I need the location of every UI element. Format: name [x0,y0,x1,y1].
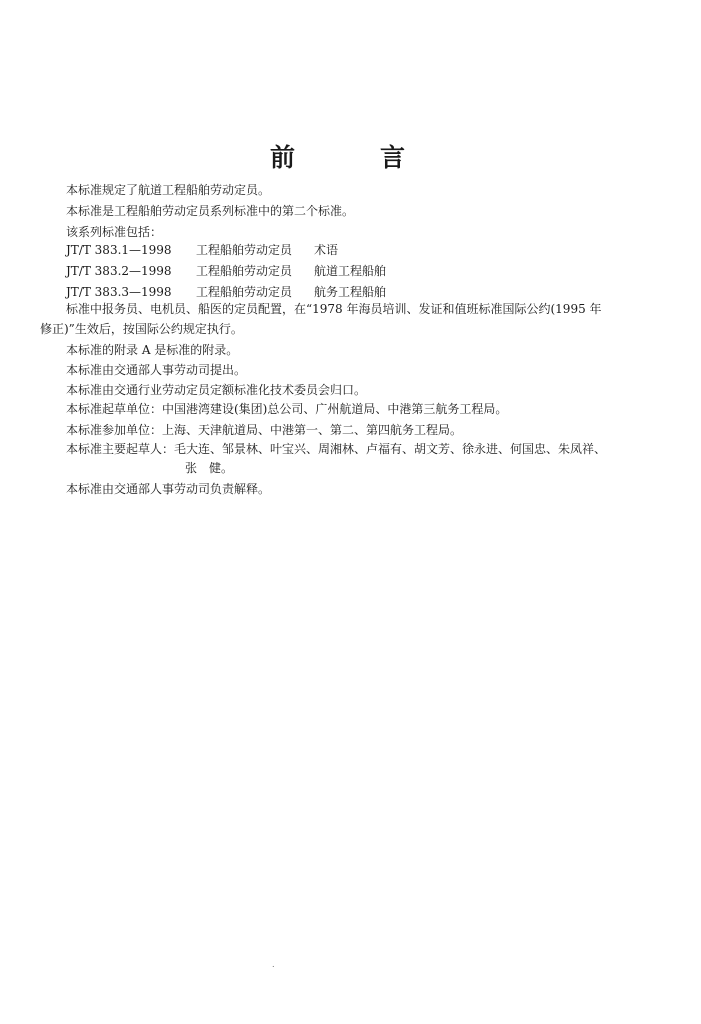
paragraph-drafting-units: 本标准起草单位：中国港湾建设(集团)总公司、广州航道局、中港第三航务工程局。 [66,402,508,416]
standard-name: 工程船舶劳动定员 [196,243,293,257]
standard-list-item [66,264,386,278]
standard-part: 航务工程船舶 [314,285,387,299]
paragraph-appendix: 本标准的附录 A 是标准的附录。 [66,343,239,357]
standard-code: JT/T 383.2—1998 [66,264,172,278]
standard-name: 工程船舶劳动定员 [196,264,293,278]
standard-code: JT/T 383.3—1998 [66,285,172,299]
standard-name: 工程船舶劳动定员 [196,285,293,299]
paragraph-staffing-note-line1: 标准中报务员、电机员、船医的定员配置，在“1978 年海员培训、发证和值班标准国际公约(1995 年 [66,302,602,316]
title-char-left: 前 [270,143,297,172]
paragraph-administered-by: 本标准由交通行业劳动定员定额标准化技术委员会归口。 [66,383,367,397]
paragraph-drafters-line1: 本标准主要起草人：毛大连、邹景林、叶宝兴、周湘林、卢福有、胡文芳、徐永进、何国忠、朱凤祥、 [66,442,607,456]
standard-list-item [66,243,338,257]
paragraph-scope: 本标准规定了航道工程船舶劳动定员。 [66,183,271,197]
paragraph-drafters-line2: 张 健。 [185,461,234,475]
paragraph-interpretation: 本标准由交通部人事劳动司负责解释。 [66,482,271,496]
title-char-right: 言 [380,143,407,172]
page-mark: . [272,960,275,969]
paragraph-staffing-note-line2: 修正)”生效后，按国际公约规定执行。 [40,322,243,336]
standard-part: 航道工程船舶 [314,264,387,278]
paragraph-participating-units: 本标准参加单位：上海、天津航道局、中港第一、第二、第四航务工程局。 [66,423,463,437]
standard-code: JT/T 383.1—1998 [66,243,172,257]
paragraph-proposed-by: 本标准由交通部人事劳动司提出。 [66,363,247,377]
paragraph-series-position: 本标准是工程船舶劳动定员系列标准中的第二个标准。 [66,204,355,218]
standard-list-item [66,285,386,299]
standard-part: 术语 [314,243,339,257]
page-title [270,138,406,174]
paragraph-series-intro: 该系列标准包括： [66,225,163,239]
